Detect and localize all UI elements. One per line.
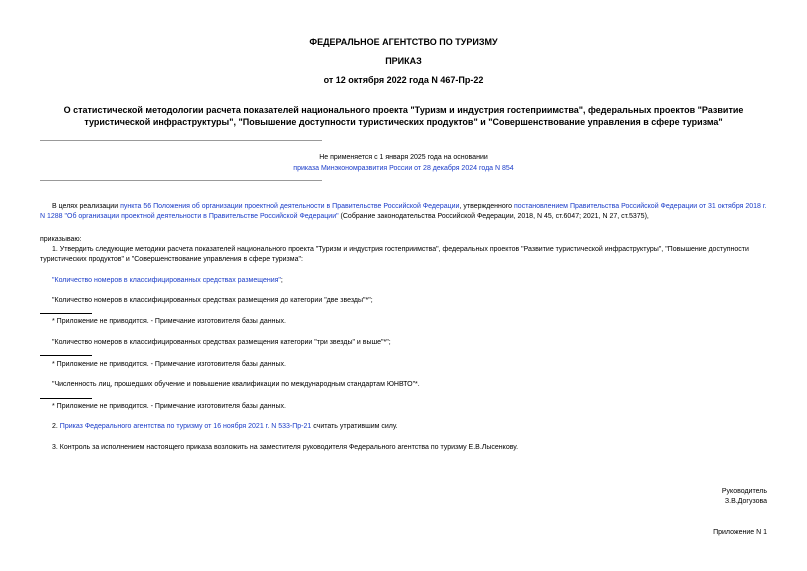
footnote-rule-3 — [40, 398, 92, 399]
method-4: "Численность лиц, прошедших обучение и повышение квалификации по международным стандартам ЮНВТО"*. — [52, 381, 420, 388]
method-3: "Количество номеров в классифицированных средствах размещения категории "три звезды" и выше"*"; — [52, 339, 391, 346]
item-2-link[interactable]: Приказ Федерального агентства по туризму от 16 ноября 2021 г. N 533-Пр-21 — [59, 423, 312, 430]
signature-name: З.В.Догузова — [724, 498, 767, 505]
divider-bottom — [40, 180, 322, 181]
method-1-tail: ; — [280, 277, 283, 284]
agency-name: ФЕДЕРАЛЬНОЕ АГЕНТСТВО ПО ТУРИЗМУ — [309, 37, 498, 47]
preamble-text-1: В целях реализации — [52, 203, 121, 210]
preamble-text-2: , утвержденного — [459, 203, 515, 210]
divider-top — [40, 140, 322, 141]
item-3: 3. Контроль за исполнением настоящего приказа возложить на заместителя руководителя Федерального агентства по туризму Е.В.Лысенкову. — [52, 444, 519, 451]
doc-title: О статистической методологии расчета показателей национального проекта "Туризм и индустрия гостеприимства", федеральных проектов "Развитие туристической инфраструктуры", "Повышение доступности туристических продуктов" и "Совершенствование управления в сфере туризма" — [63, 105, 744, 127]
item-2-num: 2. — [52, 423, 60, 430]
item-2 — [40, 422, 770, 432]
footnote-3: * Приложение не приводится. - Примечание изготовителя базы данных. — [52, 403, 286, 410]
method-2: "Количество номеров в классифицированных средствах размещения до категории "две звезды"*"; — [52, 297, 373, 304]
preamble-text-3: (Собрание законодательства Российской Федерации, 2018, N 45, ст.6047; 2021, N 27, ст.5375), — [338, 213, 649, 220]
preamble-paragraph — [40, 202, 770, 222]
method-1 — [40, 276, 770, 286]
doc-date: от 12 октября 2022 года N 467-Пр-22 — [323, 75, 484, 85]
preamble-link-1[interactable]: пункта 56 Положения об организации проектной деятельности в Правительстве Российской Федерации — [120, 203, 460, 210]
footnote-2: * Приложение не приводится. - Примечание изготовителя базы данных. — [52, 361, 286, 368]
method-1-link[interactable]: "Количество номеров в классифицированных средствах размещения" — [52, 277, 281, 284]
footnote-1: * Приложение не приводится. - Примечание изготовителя базы данных. — [52, 318, 286, 325]
status-note-link[interactable]: приказа Минэкономразвития России от 28 декабря 2024 года N 854 — [293, 165, 514, 172]
item-1: 1. Утвердить следующие методики расчета показателей национального проекта "Туризм и индустрия гостеприимства", федеральных проектов "Развитие туристической инфраструктуры", "Повышение доступности туристических продуктов" и "Совершенствование управления в сфере туризма": — [40, 246, 749, 263]
order-word: приказываю: — [40, 236, 82, 243]
item-2-tail: считать утратившим силу. — [311, 423, 398, 430]
footnote-rule-2 — [40, 355, 92, 356]
footnote-rule-1 — [40, 313, 92, 314]
signature-role: Руководитель — [721, 488, 767, 495]
appendix-label: Приложение N 1 — [713, 529, 767, 536]
doc-type: ПРИКАЗ — [385, 56, 422, 66]
status-note-line: Не применяется с 1 января 2025 года на основании — [319, 154, 488, 161]
preamble-link-2[interactable]: постановлением Правительства Российской Федерации от 31 октября 2018 г. N 1288 "Об организации проектной деятельности в Правительстве Российской Федерации" — [40, 203, 767, 220]
